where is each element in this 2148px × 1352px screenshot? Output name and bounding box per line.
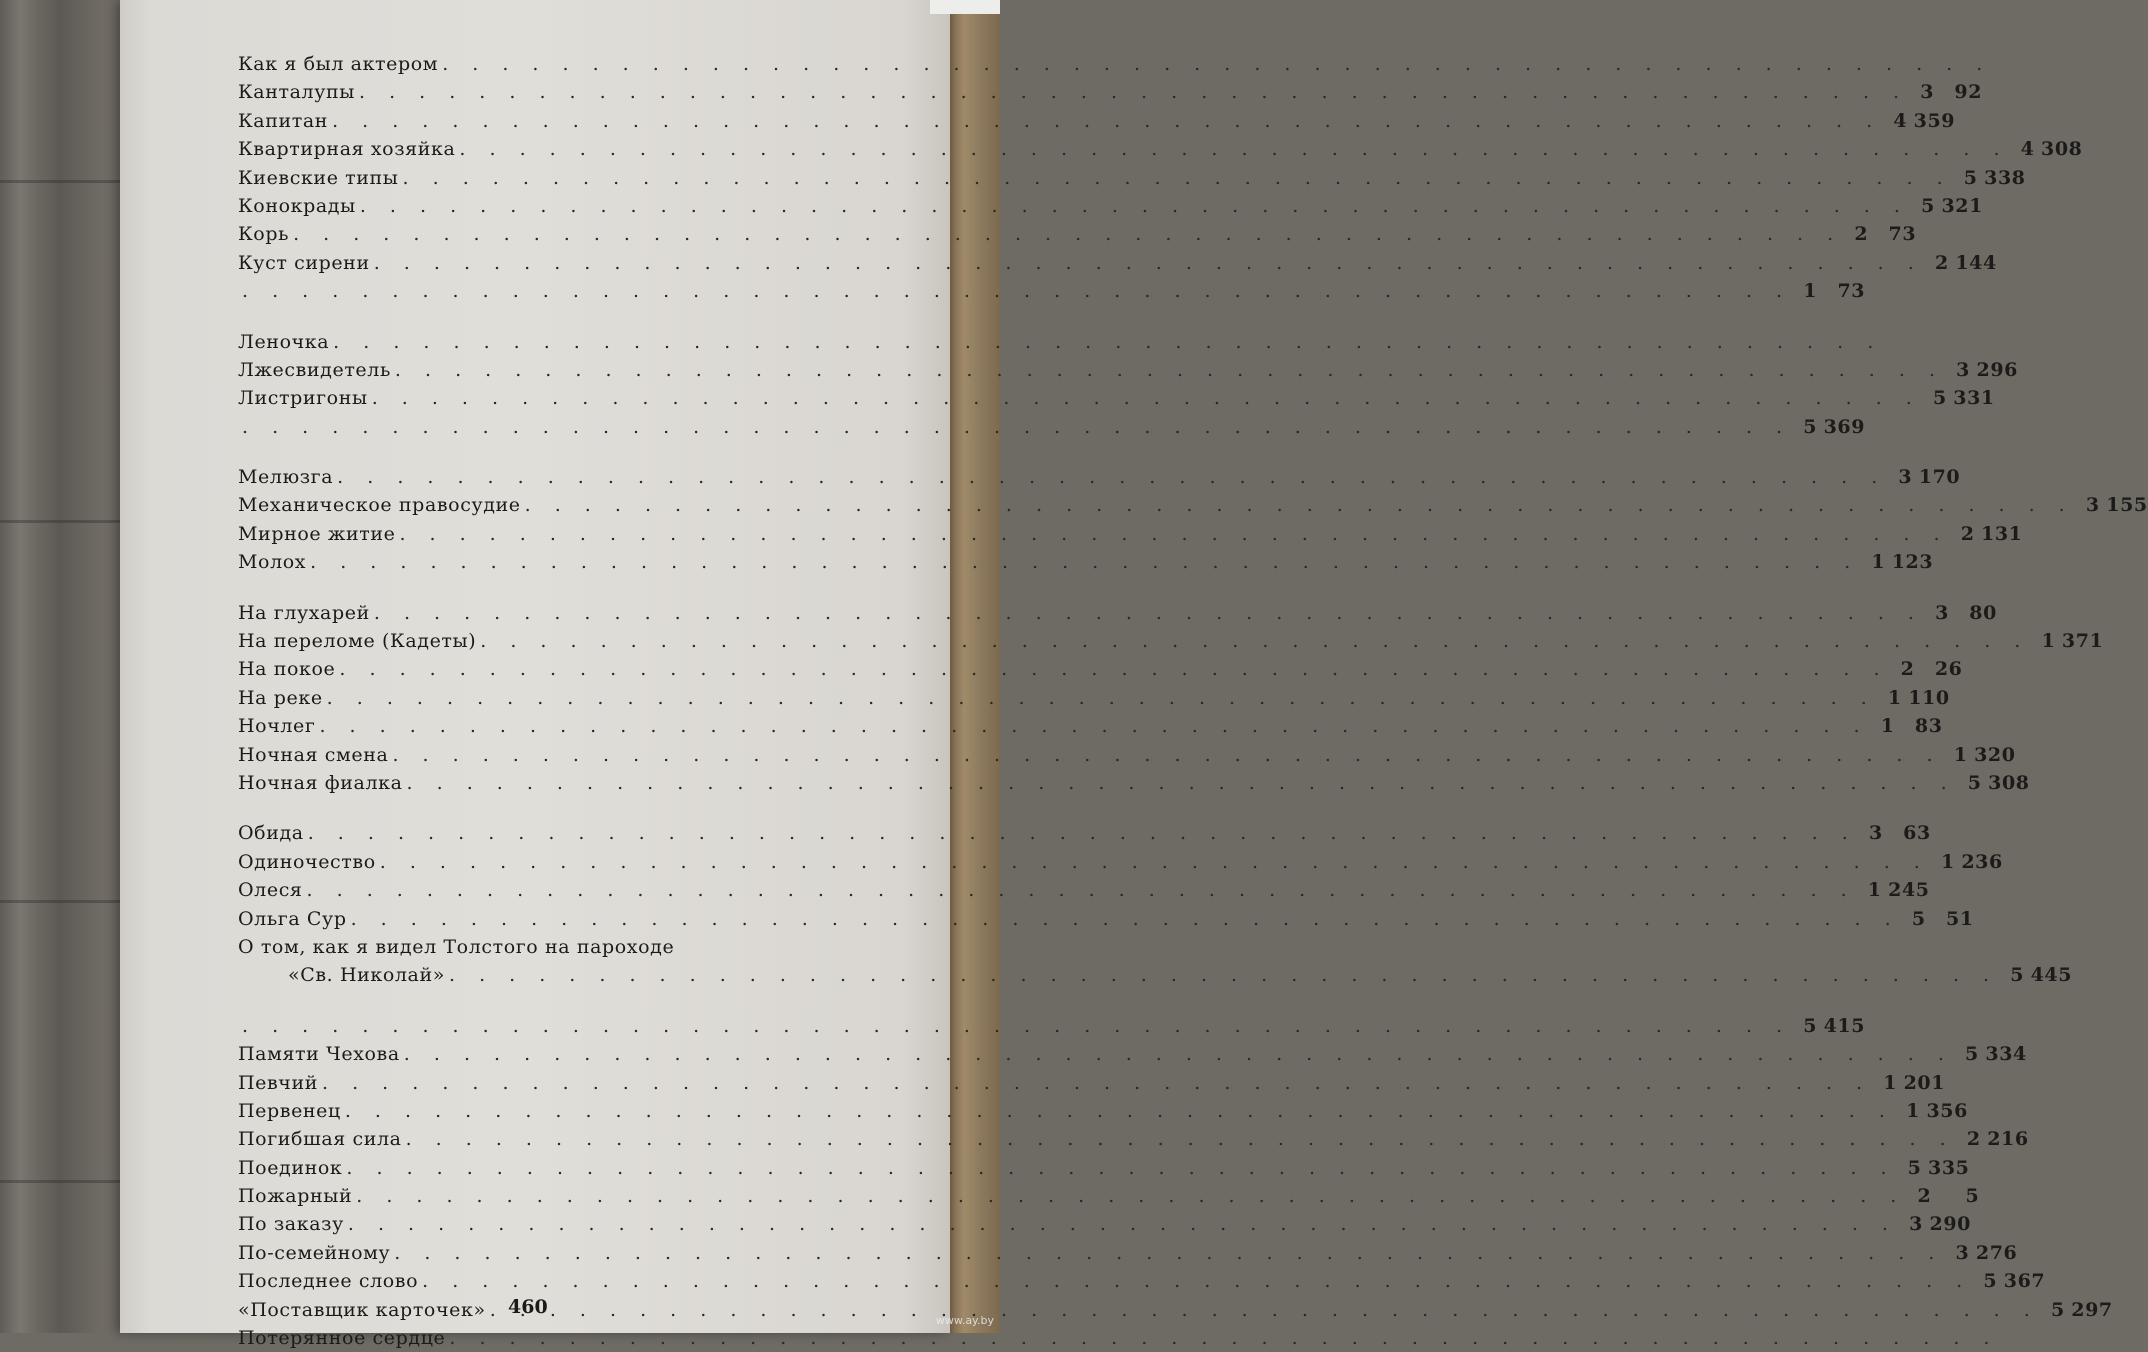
entry-page: 63 <box>1903 822 1931 845</box>
entry-title: Последнее слово <box>238 1270 419 1293</box>
entry-page: 170 <box>1918 466 1961 489</box>
dot-leader <box>337 463 1886 491</box>
index-entry <box>238 1239 2018 1267</box>
entry-page: 73 <box>1888 223 1917 246</box>
entry-title: Мирное житие <box>238 522 396 545</box>
entry-title: «Поставщик карточек» <box>238 1298 486 1321</box>
entry-page: 308 <box>1988 771 2030 794</box>
entry-page: 201 <box>1903 1071 1946 1094</box>
entry-volume: 2 <box>1854 223 1869 246</box>
entry-title: Киевские типы <box>238 166 399 189</box>
entry-volume: 5 <box>1907 1156 1922 1179</box>
dot-leader <box>333 328 1882 356</box>
index-entry <box>238 107 1956 135</box>
entry-title: На глухарей <box>238 601 370 624</box>
entry-page: 308 <box>2041 138 2083 161</box>
group-gap <box>238 990 810 1012</box>
dot-leader <box>459 135 2008 163</box>
dot-leader <box>380 848 1929 876</box>
entry-volume: 3 <box>1909 1213 1923 1236</box>
entry-page: 296 <box>1976 358 2018 381</box>
entry-page: 335 <box>1928 1156 1970 1179</box>
entry-page: 334 <box>1985 1043 2027 1066</box>
dot-leader <box>307 876 1856 904</box>
index-entry <box>238 1324 810 1352</box>
dot-leader <box>319 712 1868 740</box>
index-entry <box>238 491 2148 519</box>
dot-leader <box>374 249 1923 277</box>
dot-leader <box>339 655 1888 683</box>
page-number: 460 <box>508 1296 548 1318</box>
entry-title: Ночлег <box>238 715 316 738</box>
entry-volume: 1 <box>1953 743 1968 766</box>
index-entry <box>238 1097 1968 1125</box>
index-entry <box>238 684 1950 712</box>
index-entry <box>238 1040 2027 1068</box>
entry-volume: 1 <box>1941 850 1955 873</box>
entry-volume: 5 <box>1963 166 1978 189</box>
dot-leader <box>345 1097 1894 1125</box>
entry-title: По-семейному <box>238 1241 391 1264</box>
entry-title: Как я был актером <box>238 53 439 75</box>
dot-leader <box>351 905 1900 933</box>
entry-volume: 2 <box>1960 522 1975 545</box>
entry-page: 320 <box>1974 743 2016 766</box>
entry-volume: 2 <box>1934 251 1949 274</box>
entry-page: 51 <box>1946 907 1974 930</box>
entry-page: 371 <box>2061 630 2104 653</box>
entry-page: 5 <box>1965 1185 1980 1208</box>
entry-page: 331 <box>1953 387 1995 410</box>
entry-title: Квартирная хозяйка <box>238 138 456 161</box>
entry-volume: 3 <box>2085 494 2100 517</box>
dot-leader <box>360 192 1909 220</box>
entry-page: 123 <box>1891 551 1934 574</box>
entry-title: Одиночество <box>238 850 376 873</box>
entry-page: 276 <box>1975 1241 2018 1264</box>
dot-leader <box>490 1296 2039 1324</box>
index-entry <box>238 1069 1946 1097</box>
entry-volume: 4 <box>2020 138 2035 161</box>
dot-leader <box>293 220 1842 248</box>
entry-volume: 1 <box>1880 715 1895 738</box>
index-entry <box>238 1210 1971 1238</box>
group-gap <box>238 577 810 599</box>
dot-leader <box>332 107 1881 135</box>
entry-title: Пожарный <box>238 1185 353 1208</box>
entry-title: Ночная фиалка <box>238 771 403 794</box>
index-entry <box>238 356 2018 384</box>
index-entry <box>238 164 2026 192</box>
dot-leader <box>348 1210 1897 1238</box>
dot-leader <box>308 819 1857 847</box>
dot-leader <box>480 627 2029 655</box>
entry-volume: 1 <box>1803 280 1818 303</box>
index-entry <box>238 463 1961 491</box>
index-entry <box>238 819 1931 847</box>
entry-page: 144 <box>1955 251 1997 274</box>
entry-volume: 2 <box>1966 1128 1981 1151</box>
entry-page: 367 <box>2003 1270 2046 1293</box>
entry-volume: 3 <box>1956 358 1970 381</box>
group-gap <box>238 306 810 328</box>
index-entry <box>238 905 1974 933</box>
dot-leader <box>346 1154 1895 1182</box>
entry-title: Механическое правосудие <box>238 494 521 517</box>
entry-title: Первенец <box>238 1099 341 1122</box>
index-entry <box>238 655 1963 683</box>
entry-page: 26 <box>1934 658 1963 681</box>
dot-leader <box>310 548 1859 576</box>
entry-volume: 5 <box>2010 964 2025 987</box>
index-entry <box>238 712 1943 740</box>
page-edge-highlight <box>930 0 1000 14</box>
entry-title: Листригоны <box>238 387 368 410</box>
entry-volume: 5 <box>1983 1270 1998 1293</box>
entry-page: 245 <box>1888 879 1930 902</box>
entry-title: Канталупы <box>238 81 355 104</box>
entry-volume: 5 <box>2050 1298 2065 1321</box>
entry-volume: 5 <box>1803 415 1818 438</box>
dot-leader <box>242 277 1791 305</box>
entry-title: О том, как я видел Толстого на пароходе <box>238 935 675 958</box>
entry-page: 80 <box>1969 601 1997 624</box>
dot-leader <box>327 684 1876 712</box>
watermark: www.ay.by <box>935 1314 994 1327</box>
wood-grain <box>0 180 120 183</box>
entry-volume: 1 <box>2041 630 2056 653</box>
dot-leader <box>322 1069 1871 1097</box>
entry-volume: 2 <box>1900 658 1915 681</box>
entry-volume: 4 <box>1893 109 1908 132</box>
index-entry <box>238 1012 1866 1040</box>
entry-volume: 1 <box>1906 1099 1920 1122</box>
entry-title: Потерянное сердце <box>238 1327 446 1350</box>
group-gap <box>238 797 810 819</box>
index-entry <box>238 599 1997 627</box>
index-entry <box>238 741 2016 769</box>
entry-page: 216 <box>1987 1128 2029 1151</box>
entry-volume: 5 <box>1967 771 1982 794</box>
entry-volume: 5 <box>1932 387 1947 410</box>
dot-leader <box>449 1324 1998 1352</box>
entry-page: 338 <box>1984 166 2026 189</box>
group-gap <box>238 441 810 463</box>
dot-leader <box>406 1125 1955 1153</box>
index-entry <box>238 135 2083 163</box>
entry-volume: 3 <box>1955 1241 1970 1264</box>
dot-leader <box>392 741 1941 769</box>
dot-leader <box>403 164 1952 192</box>
dot-leader <box>525 491 2074 519</box>
entry-title: Памяти Чехова <box>238 1043 400 1066</box>
dot-leader <box>449 961 1998 989</box>
dot-leader <box>374 599 1923 627</box>
index-entry <box>238 548 1934 576</box>
dot-leader <box>395 356 1944 384</box>
entry-volume: 1 <box>1867 879 1882 902</box>
entry-title: Певчий <box>238 1071 318 1094</box>
index-entry <box>238 328 810 356</box>
entry-volume: 5 <box>1921 194 1935 217</box>
entry-page: 321 <box>1941 194 1983 217</box>
dot-leader <box>242 1012 1791 1040</box>
entry-title: Олеся <box>238 879 303 902</box>
index-entry <box>238 961 2073 989</box>
entry-title: По заказу <box>238 1213 344 1236</box>
entry-title: Ольга Сур <box>238 907 347 930</box>
index-entry <box>238 413 1866 441</box>
dot-leader <box>242 413 1791 441</box>
index-entry <box>238 876 1930 904</box>
entry-page: 369 <box>1823 415 1866 438</box>
entry-title: Конокрады <box>238 194 356 217</box>
entry-page: 297 <box>2071 1298 2113 1321</box>
entry-page: 73 <box>1837 280 1866 303</box>
index-entry <box>238 220 1917 248</box>
entry-volume: 5 <box>1965 1043 1979 1066</box>
index-entry <box>238 249 1997 277</box>
entry-volume: 5 <box>1803 1014 1818 1037</box>
entry-title: Капитан <box>238 109 329 132</box>
dot-leader <box>394 1239 1943 1267</box>
dot-leader <box>407 769 1956 797</box>
index-entry <box>238 769 2030 797</box>
entry-volume: 1 <box>1887 686 1902 709</box>
entry-volume: 3 <box>1920 81 1935 104</box>
entry-title: Мелюзга <box>238 466 334 489</box>
entry-volume: 1 <box>1883 1071 1898 1094</box>
entry-title: Корь <box>238 223 290 246</box>
entry-title: Погибшая сила <box>238 1128 402 1151</box>
index-entry <box>238 848 2003 876</box>
index-entry <box>238 933 810 961</box>
entry-page: 131 <box>1981 522 2023 545</box>
entry-title: Лжесвидетель <box>238 358 391 381</box>
entry-page: 290 <box>1929 1213 1971 1236</box>
entry-volume: 2 <box>1917 1185 1932 1208</box>
entry-page: 155 <box>2106 494 2148 517</box>
entry-title: На переломе (Кадеты) <box>238 630 477 653</box>
index-entry <box>238 384 1995 412</box>
entry-title: На покое <box>238 658 336 681</box>
dot-leader <box>422 1267 1971 1295</box>
index-entry <box>238 192 1983 220</box>
dot-leader <box>356 1182 1905 1210</box>
entry-volume: 5 <box>1911 907 1926 930</box>
entry-page: 415 <box>1823 1014 1866 1037</box>
entry-title: Молох <box>238 551 307 574</box>
entry-page: 236 <box>1961 850 2003 873</box>
entry-title: Ночная смена <box>238 743 389 766</box>
entry-volume: 3 <box>1868 822 1883 845</box>
entry-title: Куст сирени <box>238 251 370 274</box>
index-entry <box>238 1125 2029 1153</box>
dot-leader <box>359 78 1908 106</box>
entry-title: «Св. Николай» <box>288 964 445 987</box>
wood-grain <box>0 520 120 523</box>
entry-page: 83 <box>1914 715 1943 738</box>
dot-leader <box>404 1040 1953 1068</box>
dot-leader <box>372 384 1921 412</box>
entry-page: 110 <box>1908 686 1950 709</box>
index-entry <box>238 1154 1970 1182</box>
wood-grain <box>0 900 120 903</box>
entry-volume: 1 <box>1871 551 1886 574</box>
dot-leader <box>442 50 1991 78</box>
index-entry <box>238 1267 2046 1295</box>
index-entry <box>238 627 2104 655</box>
entry-title: Леночка <box>238 330 330 353</box>
dot-leader <box>399 520 1948 548</box>
index-entry <box>238 50 810 78</box>
entry-page: 356 <box>1926 1099 1968 1122</box>
entry-volume: 3 <box>1898 466 1913 489</box>
entry-page: 92 <box>1954 81 1983 104</box>
entry-title: Поединок <box>238 1156 343 1179</box>
entry-title: На реке <box>238 686 323 709</box>
entry-title: Обида <box>238 822 304 845</box>
entry-page: 359 <box>1913 109 1956 132</box>
entry-volume: 3 <box>1935 601 1949 624</box>
entry-page: 445 <box>2030 964 2073 987</box>
index-entry <box>238 1182 1980 1210</box>
index-entry <box>238 520 2023 548</box>
wood-grain <box>0 1180 120 1183</box>
index-entry <box>238 277 1866 305</box>
index-entry <box>238 78 1983 106</box>
